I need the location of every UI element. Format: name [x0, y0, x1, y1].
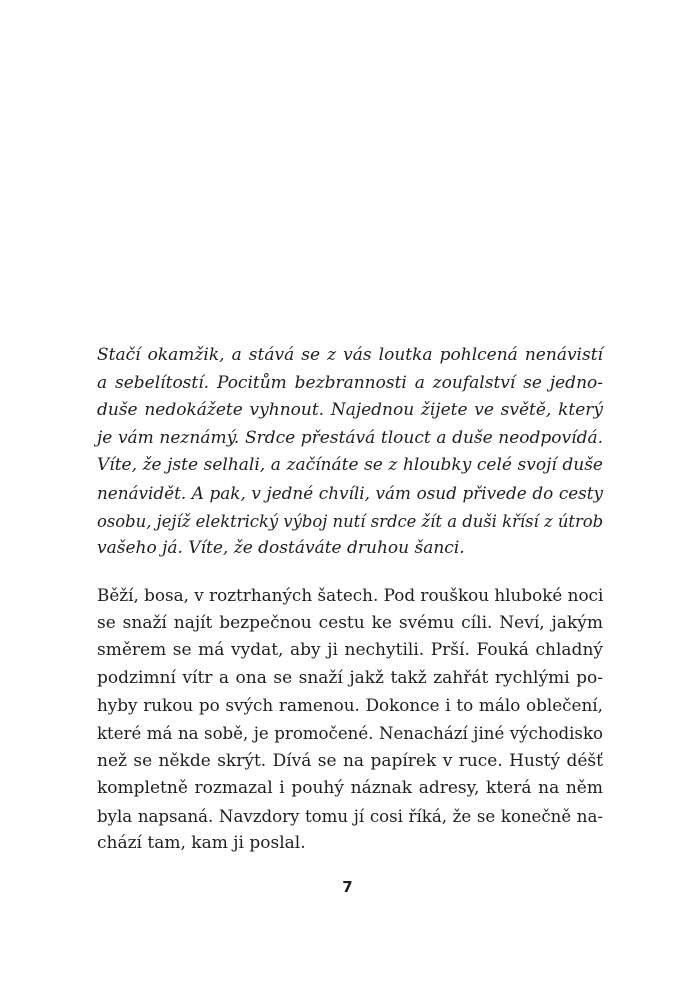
story-line: které má na sobě, je promočené. Nenachází jiné východisko	[97, 723, 603, 743]
blurb-line: Víte, že jste selhali, a začínáte se z hloubky celé svojí duše	[97, 455, 603, 476]
blurb-line: nenávidět. A pak, v jedné chvíli, vám osud přivede do cesty	[97, 482, 603, 503]
blurb-line: duše nedokážete vyhnout. Najednou žijete ve světě, který	[97, 400, 603, 421]
page-number: 7	[342, 878, 353, 896]
story-line: Běží, bosa, v roztrhaných šatech. Pod rouškou hluboké noci	[97, 585, 604, 605]
story-line: hyby rukou po svých ramenou. Dokonce i to málo oblečení,	[97, 695, 603, 716]
blurb-line: Stačí okamžik, a stává se z vás loutka pohlcená nenávistí	[97, 345, 603, 365]
story-line: chází tam, kam ji poslal.	[97, 833, 306, 854]
blurb-line: osobu, jejíž elektrický výboj nutí srdce žít a duši křísí z útrob	[97, 511, 604, 531]
blurb-line: je vám neznámý. Srdce přestává tlouct a duše neodpovídá.	[97, 427, 603, 448]
story-line: než se někde skrýt. Dívá se na papírek v ruce. Hustý déšť	[97, 750, 603, 771]
story-line: směrem se má vydat, aby ji nechytili. Prší. Fouká chladný	[97, 640, 603, 661]
intro-blurb	[97, 342, 603, 563]
story-line: kompletně rozmazal i pouhý náznak adresy, která na něm	[97, 778, 603, 799]
story-paragraph	[97, 582, 603, 858]
story-line: se snaží najít bezpečnou cestu ke svému cíli. Neví, jakým	[97, 612, 603, 633]
story-line: podzimní vítr a ona se snaží jakž takž zahřát rychlými po-	[97, 667, 603, 688]
story-line: byla napsaná. Navzdory tomu jí cosi říká, že se konečně na-	[97, 806, 603, 826]
blurb-line: a sebelítostí. Pocitům bezbrannosti a zoufalství se jedno-	[97, 372, 603, 393]
blurb-line: vašeho já. Víte, že dostáváte druhou šanci.	[97, 538, 465, 559]
